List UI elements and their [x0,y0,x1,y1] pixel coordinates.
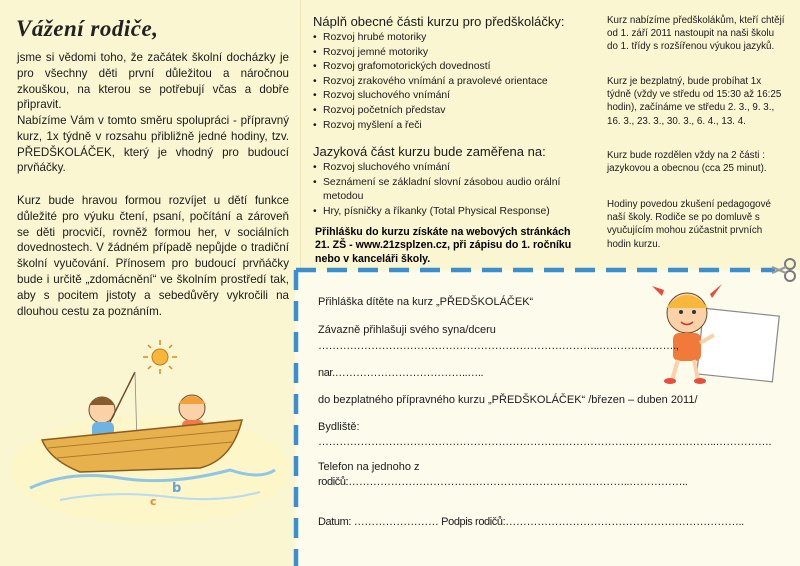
address-label: Bydliště: [318,421,360,433]
svg-text:b: b [172,481,182,496]
phone-label: Telefon na jednoho z [318,461,420,473]
list-item: • Rozvoj početních představ [313,104,446,116]
form-enrollment-label: Závazně přihlašuji svého syna/dceru [318,324,496,336]
course-info-paragraph: Kurz nabízíme předškolákům, kteří chtějí od 1. září 2011 nastoupit na naši školu do 1. třídy s rozšířenou výukou jazyků. [607,15,785,53]
list-item: • Rozvoj sluchového vnímání [313,90,451,102]
general-part-heading: Náplň obecné části kurzu pro předškoláčky: [313,14,565,29]
svg-text:c: c [150,495,157,508]
form-course-label: do bezplatného přípravného kurzu „PŘEDŠKOLÁČEK“ /březen – duben 2011/ [318,394,698,406]
list-item: • Rozvoj grafomotorických dovedností [313,61,491,73]
middle-column [313,14,588,220]
birth-date-field[interactable]: nar.………………………………..….. [318,367,484,379]
general-part-list [313,31,588,133]
list-item: • Rozvoj zrakového vnímání a pravolevé orientace [313,75,548,87]
list-item: • Hry, písničky a říkanky (Total Physical Response) [313,205,550,217]
course-paragraph: Kurz bude hravou formou rozvíjet u dětí funkce důležité pro výuku čtení, psaní, počítání a zároveň se děti procvičí, rovněž formou her, v sociálních dovednostech. V žádném případě nepůjde o tradiční školní vyučování. Přínosem pro budoucí prvňáčky bude i určitě „zdomácnění“ ve školním prostředí tak, aby s pocitem jistoty a sebedůvěry vykročili na dlouhou cestu za poznáním. [17,194,289,318]
list-item: • Rozvoj myšlení a řeči [313,119,422,131]
form-title: Přihláška dítěte na kurz „PŘEDŠKOLÁČEK“ [318,296,534,308]
list-item: • Rozvoj sluchového vnímání [313,162,451,174]
teachers-paragraph: Hodiny povedou zkušení pedagogové naší školy. Rodiče se po domluvě s vyučujícím mohou zúčastnit prvních hodin kurzu. [607,199,771,250]
list-item: • Seznámení se základní slovní zásobou audio orální metodou [313,176,561,203]
language-part-list [313,161,588,219]
date-signature-field[interactable]: Datum: …………………… Podpis rodičů:………………………………………………………….. [318,516,744,528]
left-column [0,0,300,566]
signup-info: Přihlášku do kurzu získáte na webových stránkách 21. ZŠ - www.21zsplzen.cz, při zápisu do 1. ročníku nebo v kanceláři školy. [315,226,572,265]
intro-paragraph: jsme si vědomi toho, že začátek školní docházky je pro všechny děti první důležitou a náročnou zkouškou, na kterou se potřebují včas a dobře připravit. [17,51,289,112]
address-field[interactable]: …………………………………………………………………………………………………..……………. [318,436,772,448]
language-part-heading: Jazyková část kurzu bude zaměřena na: [313,144,546,160]
offer-paragraph: Nabízíme Vám v tomto směru spolupráci - přípravný kurz, 1x týdně v rozsahu přibližně jedné hodiny, tzv. PŘEDŠKOLÁČEK, který je vhodný pro budoucí prvňáčky. [17,114,289,175]
structure-paragraph: Kurz bude rozdělen vždy na 2 části : jazykovou a obecnou (cca 25 minut). [607,150,767,175]
list-item: • Rozvoj hrubé motoriky [313,32,427,43]
phone-field[interactable]: rodičů:……………………………………………………………………..…………….. [318,476,688,488]
child-name-field[interactable]: ……………………………………………………………………..…………………., [318,340,679,352]
schedule-paragraph: Kurz je bezplatný, bude probíhat 1x týdně (vždy ve středu od 15:30 až 16:25 hodin), začínáme ve středu 2. 3., 9. 3., 16. 3., 23. 3., 30. 3., 6. 4., 13. 4. [607,76,782,127]
page-title: Vážení rodiče, [16,16,159,41]
list-item: • Rozvoj jemné motoriky [313,46,429,58]
